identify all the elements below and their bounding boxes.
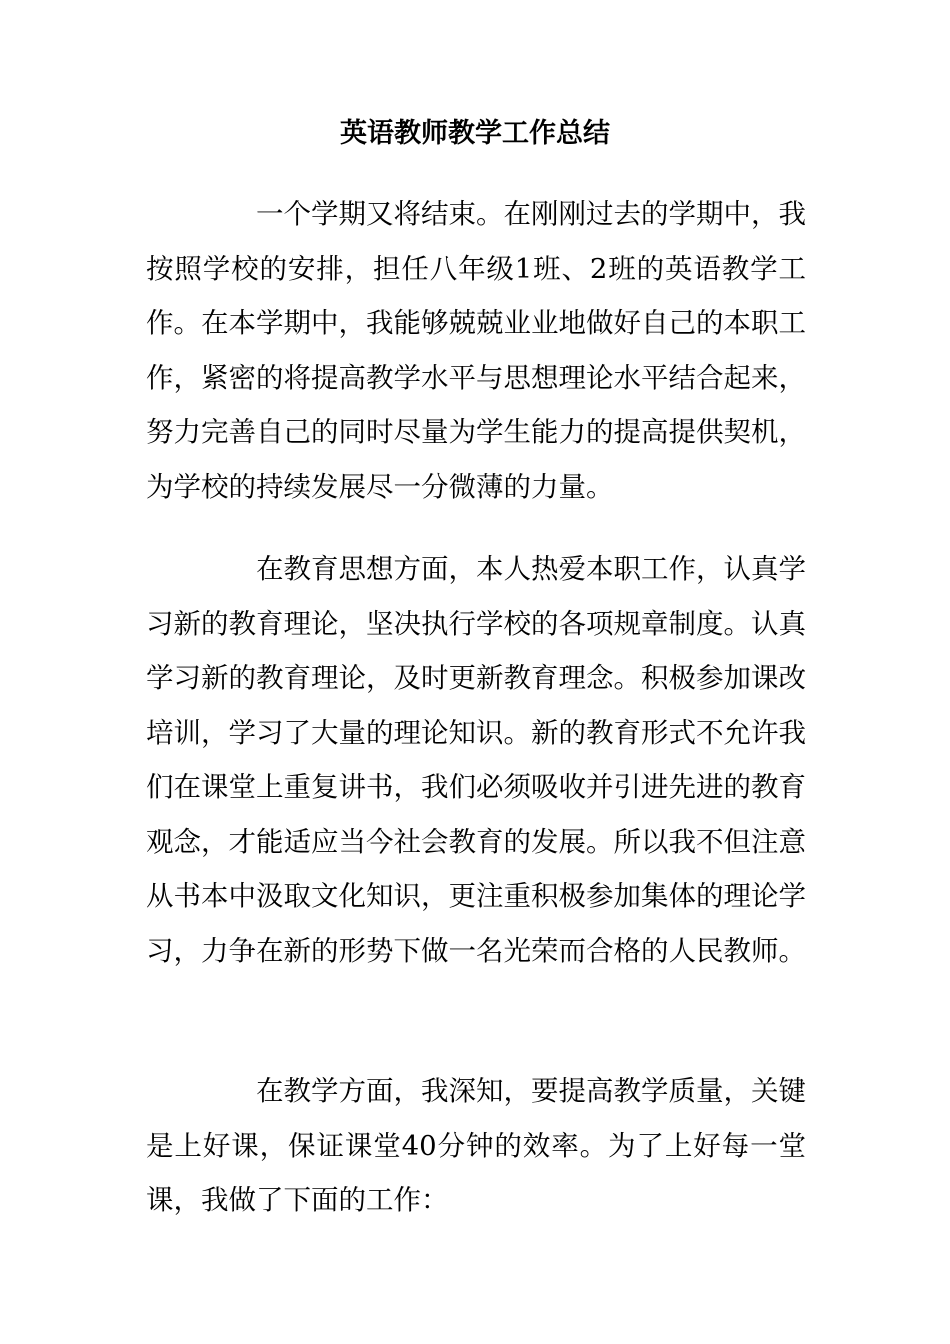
paragraph-2: 在教育思想方面，本人热爱本职工作，认真学习新的教育理论，坚决执行学校的各项规章制度。认真学习新的教育理论，及时更新教育理念。积极参加课改培训，学习了大量的理论知识。新的教育形式不允许我们在课堂上重复讲书，我们必须吸收并引进先进的教育观念，才能适应当今社会教育的发展。所以我不但注意从书本中汲取文化知识，更注重积极参加集体的理论学习，力争在新的形势下做一名光荣而合格的人民教师。 (146, 553, 806, 967)
paragraph-1: 一个学期又将结束。在刚刚过去的学期中，我按照学校的安排，担任八年级1班、2班的英语教学工作。在本学期中，我能够兢兢业业地做好自己的本职工作，紧密的将提高教学水平与思想理论水平结合起来，努力完善自己的同时尽量为学生能力的提高提供契机，为学校的持续发展尽一分微薄的力量。 (146, 198, 806, 503)
document-title: 英语教师教学工作总结 (340, 118, 610, 149)
paragraph-3: 在教学方面，我深知，要提高教学质量，关键是上好课，保证课堂40分钟的效率。为了上好每一堂课，我做了下面的工作： (146, 1075, 806, 1216)
